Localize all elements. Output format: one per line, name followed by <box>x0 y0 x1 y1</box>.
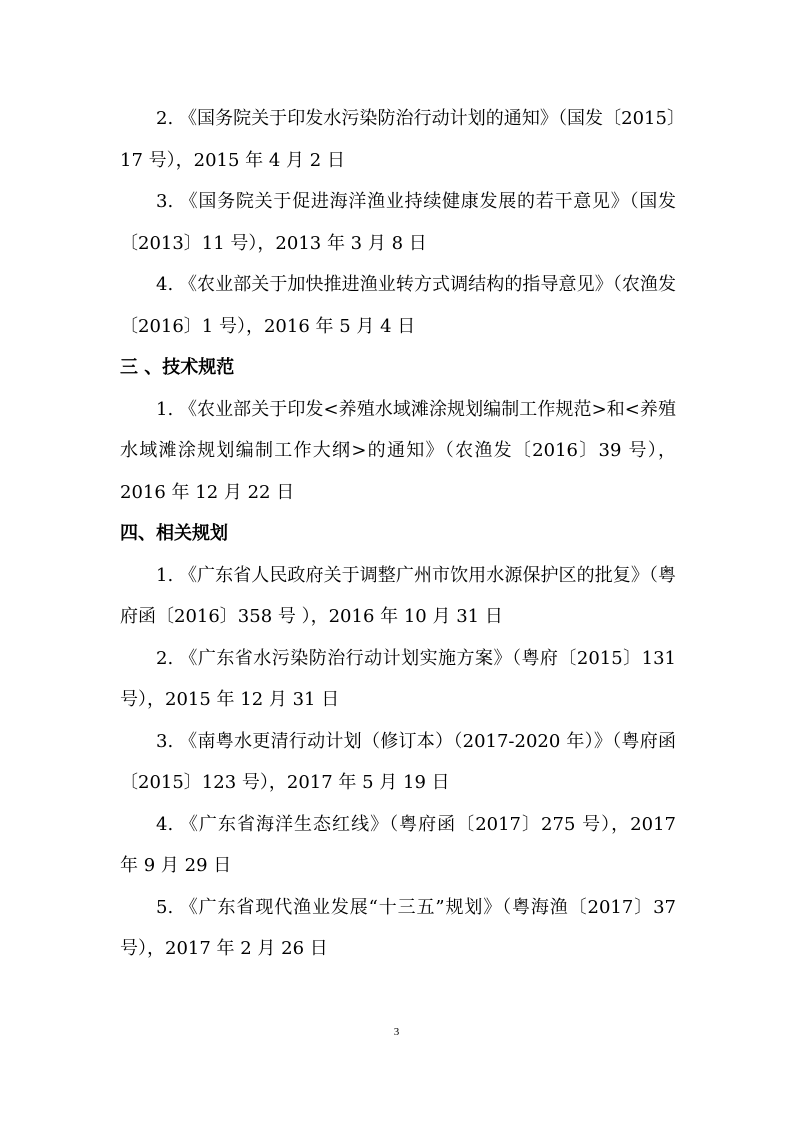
list-item: 4. 《广东省海洋生态红线》（粤府函〔2017〕275 号），2017 年 9 月 29 日 <box>120 813 676 876</box>
section-heading-technical-standards: 三 、技术规范 <box>120 357 235 378</box>
section-heading-related-plans: 四、相关规划 <box>120 523 228 544</box>
list-item: 2. 《国务院关于印发水污染防治行动计划的通知》（国发〔2015〕17 号），2015 年 4 月 2 日 <box>120 108 676 171</box>
list-item: 3. 《南粤水更清行动计划（修订本）（2017-2020 年）》（粤府函〔2015〕123 号），2017 年 5 月 19 日 <box>120 730 676 793</box>
list-item: 2. 《广东省水污染防治行动计划实施方案》（粤府〔2015〕131 号），2015 年 12 月 31 日 <box>120 647 676 710</box>
list-item: 1. 《广东省人民政府关于调整广州市饮用水源保护区的批复》（粤府函〔2016〕358 号 ），2016 年 10 月 31 日 <box>120 564 676 627</box>
list-item: 1. 《农业部关于印发<养殖水域滩涂规划编制工作规范>和<养殖水域滩涂规划编制工作大纲>的通知》（农渔发〔2016〕39 号），2016 年 12 月 22 日 <box>120 398 676 503</box>
page-number: 3 <box>393 1026 400 1038</box>
list-item: 3. 《国务院关于促进海洋渔业持续健康发展的若干意见》（国发〔2013〕11 号），2013 年 3 月 8 日 <box>120 191 676 254</box>
list-item: 5. 《广东省现代渔业发展“十三五”规划》（粤海渔〔2017〕37 号），2017 年 2 月 26 日 <box>120 896 676 959</box>
document-body <box>120 98 676 970</box>
list-item: 4. 《农业部关于加快推进渔业转方式调结构的指导意见》（农渔发〔2016〕1 号），2016 年 5 月 4 日 <box>120 274 676 337</box>
